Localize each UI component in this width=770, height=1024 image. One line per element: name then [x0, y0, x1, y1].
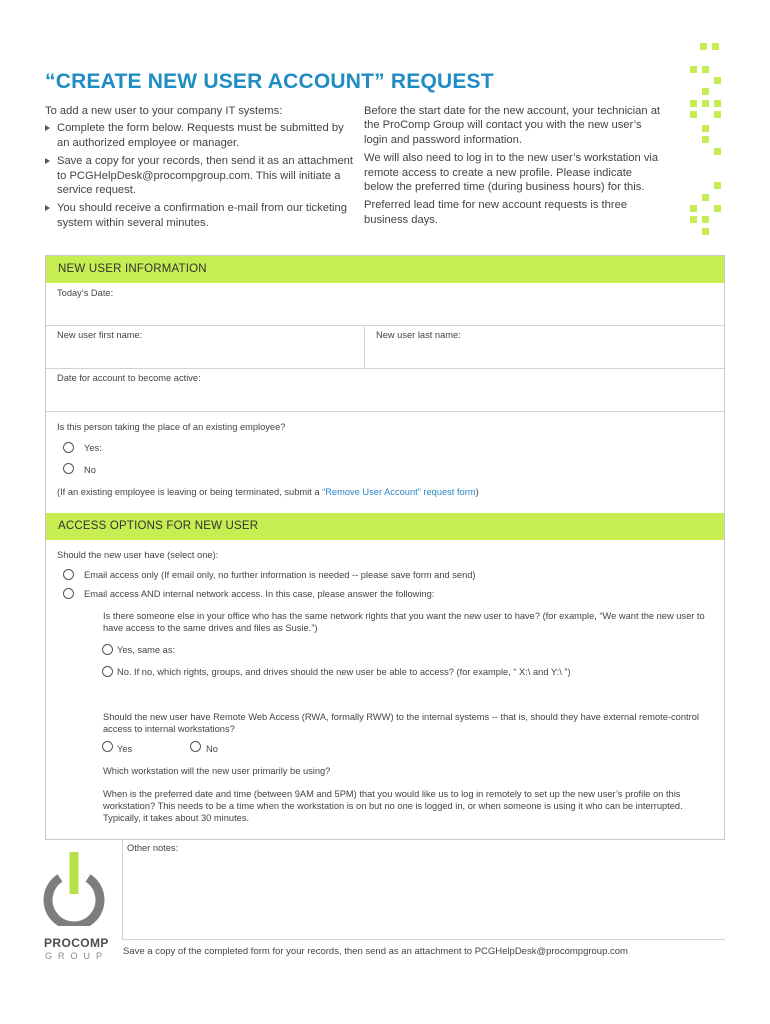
rwa-yes-label: Yes: [117, 744, 133, 754]
bullet-text: You should receive a confirmation e-mail from our ticketing system within several minutes.: [57, 202, 347, 229]
logo-name: PROCOMP: [44, 936, 109, 950]
intro-paragraph: We will also need to log in to the new user’s workstation via remote access to create a new profile. Please indicate below the preferred time (during business hours) for this.: [364, 152, 659, 194]
first-name-label: New user first name:: [57, 330, 143, 340]
intro-left: [45, 104, 355, 230]
network-access-label: Email access AND internal network access. In this case, please answer the following:: [84, 589, 435, 599]
remove-account-link[interactable]: “Remove User Account” request form: [322, 487, 476, 497]
replace-yes-label: Yes:: [84, 443, 102, 453]
email-only-label: Email access only (If email only, no further information is needed -- please save form and send): [84, 570, 476, 580]
bullet-text: Save a copy for your records, then send it as an attachment to PCGHelpDesk@procompgroup.com. This will initiate a service request.: [57, 155, 354, 197]
other-notes-field[interactable]: [122, 840, 725, 940]
replace-yes-radio[interactable]: [63, 442, 74, 453]
bullet-arrow-icon: [45, 158, 50, 164]
same-rights-yes-label: Yes, same as:: [117, 645, 176, 655]
intro-bullet: [45, 201, 355, 230]
footer-instruction: Save a copy of the completed form for your records, then send as an attachment to PCGHelpDesk@procompgroup.com: [123, 946, 628, 957]
same-rights-no-label: No. If no, which rights, groups, and drives should the new user be able to access? (for example, “ X:\ and Y:\ ”): [117, 667, 571, 677]
intro-paragraph: Preferred lead time for new account requests is three business days.: [364, 199, 628, 226]
rwa-yes-radio[interactable]: [102, 741, 113, 752]
last-name-field[interactable]: [365, 326, 724, 368]
remove-account-note: (If an existing employee is leaving or being terminated, submit a “Remove User Account” request form): [57, 487, 479, 497]
same-rights-yes-radio[interactable]: [102, 644, 113, 655]
rwa-no-radio[interactable]: [190, 741, 201, 752]
same-rights-no-radio[interactable]: [102, 666, 113, 677]
section-header-new-user: NEW USER INFORMATION: [46, 256, 724, 283]
intro-bullet: [45, 154, 355, 197]
logo-sub: GROUP: [45, 951, 109, 961]
intro-right: [364, 104, 664, 231]
bullet-arrow-icon: [45, 205, 50, 211]
power-logo-icon: [42, 850, 106, 926]
request-form: [45, 255, 725, 840]
replace-no-label: No: [84, 465, 96, 475]
intro-paragraph: Before the start date for the new account, your technician at the ProComp Group will contact you with the new user’s login and password information.: [364, 105, 661, 146]
workstation-question: Which workstation will the new user primarily be using?: [103, 766, 331, 776]
rwa-no-label: No: [206, 744, 218, 754]
replace-question: Is this person taking the place of an existing employee?: [57, 422, 286, 432]
page-title: “CREATE NEW USER ACCOUNT” REQUEST: [45, 70, 494, 93]
section-header-access-options: ACCESS OPTIONS FOR NEW USER: [46, 513, 724, 540]
last-name-label: New user last name:: [376, 330, 461, 340]
network-access-radio[interactable]: [63, 588, 74, 599]
intro-lead: To add a new user to your company IT systems:: [45, 105, 283, 117]
replace-no-radio[interactable]: [63, 463, 74, 474]
same-rights-question: Is there someone else in your office who has the same network rights that you want the new user to have? (for example, “We want the new user to have access to the same drives and files as Susie.”): [103, 611, 705, 633]
active-date-field[interactable]: [46, 369, 724, 411]
divider: [46, 411, 724, 412]
email-only-radio[interactable]: [63, 569, 74, 580]
access-question: Should the new user have (select one):: [57, 550, 219, 560]
preferred-time-question: When is the preferred date and time (between 9AM and 5PM) that you would like us to log in remotely to set up the new user’s profile on this workstation? This needs to be a time when the workstation is on but no one is logged in, or when someone is using it who can be interrupted. Typically, it takes about 30 minutes.: [103, 789, 683, 823]
intro-bullet: [45, 121, 355, 150]
bullet-text: Complete the form below. Requests must be submitted by an authorized employee or manager.: [57, 122, 344, 149]
other-notes-label: Other notes:: [127, 843, 179, 853]
todays-date-field[interactable]: [46, 283, 724, 325]
rwa-question: Should the new user have Remote Web Access (RWA, formally RWW) to the internal systems -- that is, should they have external remote-control access to internal workstations?: [103, 712, 699, 734]
todays-date-label: Today’s Date:: [57, 288, 114, 298]
first-name-field[interactable]: [46, 326, 364, 368]
bullet-arrow-icon: [45, 125, 50, 131]
active-date-label: Date for account to become active:: [57, 373, 201, 383]
